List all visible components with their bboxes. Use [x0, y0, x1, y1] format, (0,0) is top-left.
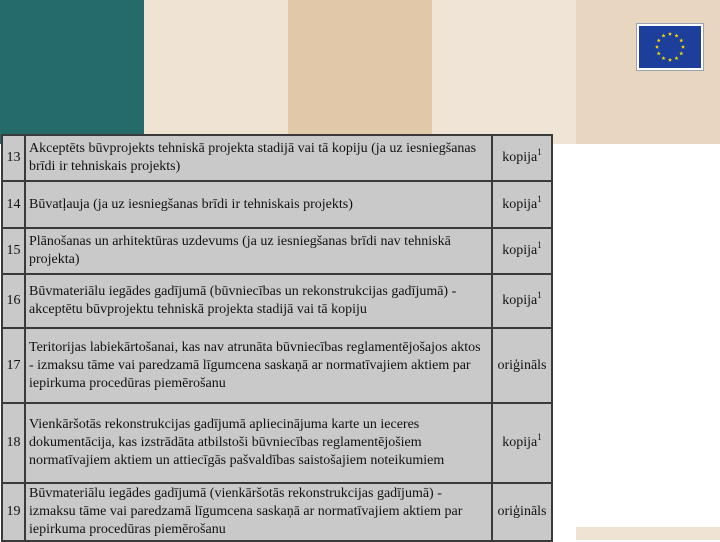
- table-row: [2, 181, 552, 228]
- table-row: [2, 228, 552, 274]
- footnote-marker: 1: [537, 147, 542, 157]
- row-number: 18: [2, 403, 25, 483]
- row-description: Būvatļauja (ja uz iesniegšanas brīdi ir tehniskais projekts): [25, 181, 492, 228]
- row-description: Būvmateriālu iegādes gadījumā (būvniecības un rekonstrukcijas gadījumā) - akceptētu būvprojektu tehniskā projekta stadijā vai tā kopiju: [25, 274, 492, 328]
- table-row: [2, 483, 552, 541]
- row-document-type: [492, 274, 552, 328]
- eu-flag-icon: [636, 23, 704, 71]
- row-number: 17: [2, 328, 25, 403]
- row-document-type: [492, 328, 552, 403]
- row-document-type: [492, 403, 552, 483]
- row-document-type: [492, 135, 552, 181]
- row-document-type: [492, 228, 552, 274]
- row-number: 14: [2, 181, 25, 228]
- row-description: Plānošanas un arhitektūras uzdevums (ja uz iesniegšanas brīdi nav tehniskā projekta): [25, 228, 492, 274]
- header-band-cream: [144, 0, 288, 144]
- row-number: 16: [2, 274, 25, 328]
- row-description: Vienkāršotās rekonstrukcijas gadījumā apliecinājuma karte un ieceres dokumentācija, kas izstrādāta atbilstoši būvniecības reglamentējošiem normatīvajiem aktiem un attiecīgās pašvaldības saistošajiem noteikumiem: [25, 403, 492, 483]
- table-row: [2, 328, 552, 403]
- documents-table: [1, 134, 553, 542]
- footnote-marker: 1: [537, 240, 542, 250]
- table-row: [2, 135, 552, 181]
- row-document-type: [492, 483, 552, 541]
- footer-corner-block: [576, 527, 720, 540]
- row-document-type-label: kopija: [502, 293, 538, 308]
- row-document-type: [492, 181, 552, 228]
- header-band-beige: [576, 0, 720, 144]
- row-number: 13: [2, 135, 25, 181]
- row-number: 19: [2, 483, 25, 541]
- footnote-marker: 1: [537, 290, 542, 300]
- row-document-type-label: kopija: [502, 196, 538, 212]
- row-document-type-label: kopija: [502, 243, 538, 258]
- footnote-marker: 1: [537, 193, 542, 204]
- row-document-type-label: oriģināls: [497, 504, 547, 519]
- table-row: [2, 403, 552, 483]
- row-description: Akceptēts būvprojekts tehniskā projekta stadijā vai tā kopiju (ja uz iesniegšanas brīdi ir tehniskais projekts): [25, 135, 492, 181]
- row-description: Būvmateriālu iegādes gadījumā (vienkāršotās rekonstrukcijas gadījumā) - izmaksu tāme vai paredzamā līgumcena saskaņā ar normatīvajiem aktiem par iepirkuma procedūras piemērošanu: [25, 483, 492, 541]
- footnote-marker: 1: [537, 432, 542, 442]
- header-band-tan: [288, 0, 432, 144]
- row-description: Teritorijas labiekārtošanai, kas nav atrunāta būvniecības reglamentējošajos aktos - izmaksu tāme vai paredzamā līgumcena saskaņā ar normatīvajiem aktiem par iepirkuma procedūras piemērošanu: [25, 328, 492, 403]
- row-document-type-label: kopija: [502, 435, 538, 450]
- row-number: 15: [2, 228, 25, 274]
- header-band-light: [432, 0, 576, 144]
- row-document-type-label: kopija: [502, 150, 538, 165]
- row-document-type-label: oriģināls: [497, 357, 547, 373]
- table-row: [2, 274, 552, 328]
- header-band-teal: [0, 0, 144, 144]
